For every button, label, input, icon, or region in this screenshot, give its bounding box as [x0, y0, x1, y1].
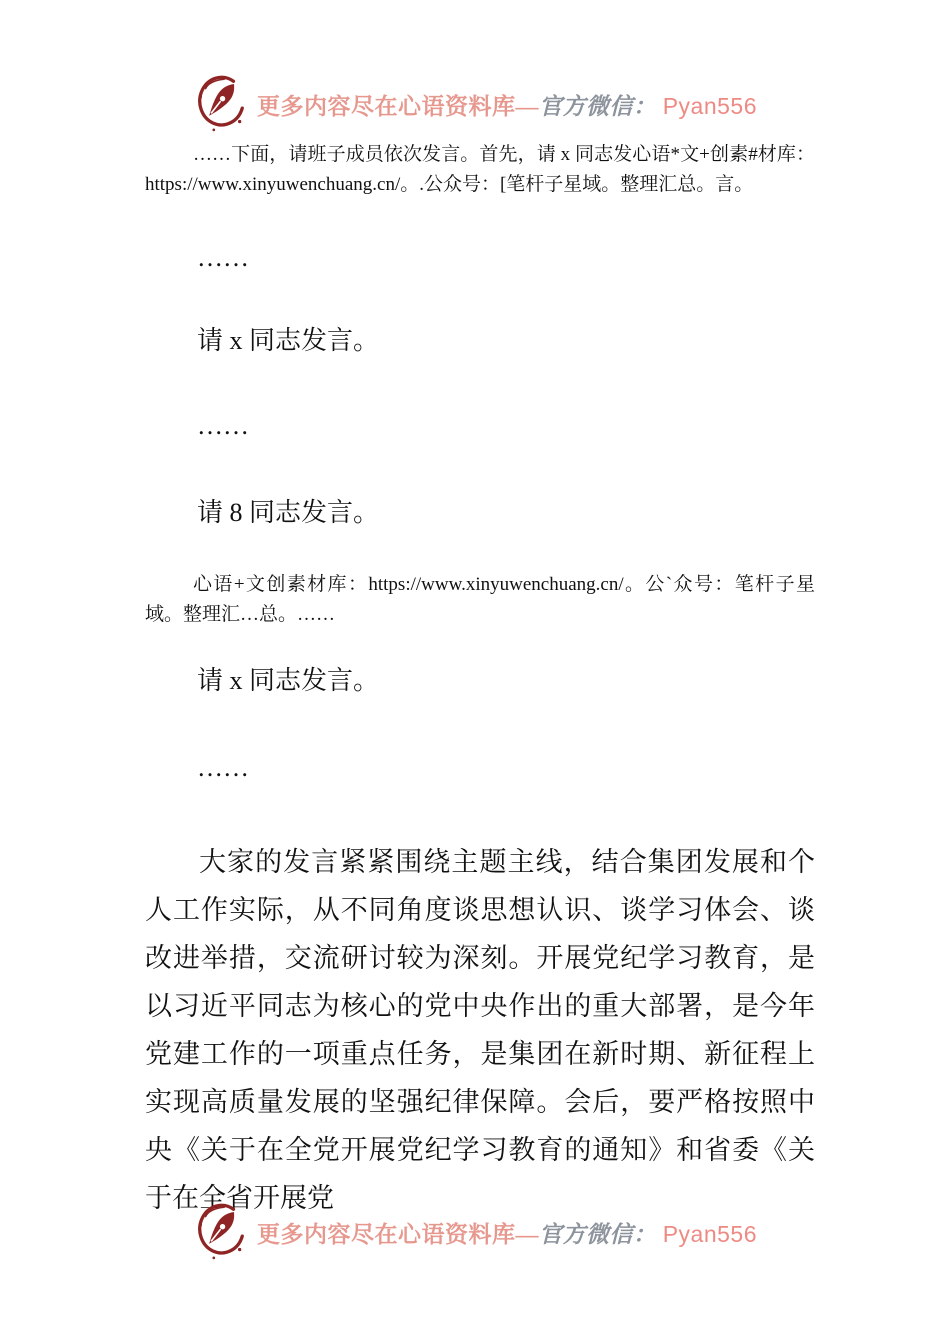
document-content	[145, 140, 815, 1222]
ellipsis-line: ……	[197, 411, 249, 440]
watermark-text	[257, 1216, 757, 1249]
speech-invite-line: 请 x 同志发言。	[197, 666, 380, 695]
watermark-wechat-id: Pyan556	[662, 92, 758, 119]
ellipsis-line: ……	[197, 243, 249, 272]
watermark-text	[257, 88, 757, 121]
header-watermark	[0, 72, 950, 136]
watermark-brand: 更多内容尽在心语资料库	[256, 1221, 516, 1247]
watermark-dash: —	[515, 1221, 539, 1247]
pen-swirl-logo-icon	[193, 1202, 247, 1262]
speech-invite-line: 请 8 同志发言。	[197, 498, 380, 527]
paragraph-summary: 大家的发言紧紧围绕主题主线，结合集团发展和个人工作实际，从不同角度谈思想认识、谈学习体会、谈改进举措，交流研讨较为深刻。开展党纪学习教育，是以习近平同志为核心的党中央作出的重大部署，是今年党建工作的一项重点任务，是集团在新时期、新征程上实现高质量发展的坚强纪律保障。会后，要严格按照中央《关于在全党开展党纪学习教育的通知》和省委《关于在全省开展党	[145, 847, 815, 1213]
pen-swirl-logo-icon	[193, 74, 247, 134]
speech-invite-line: 请 x 同志发言。	[197, 326, 380, 355]
paragraph-ad-insert: 心语+文创素材库：https://www.xinyuwenchuang.cn/。公`众号：笔杆子星域。整理汇…总。……	[145, 574, 815, 625]
watermark-wechat-id: Pyan556	[662, 1220, 758, 1247]
footer-watermark	[0, 1200, 950, 1264]
watermark-wechat-label: 官方微信：	[538, 93, 657, 119]
watermark-dash: —	[515, 93, 539, 119]
paragraph-intro: ……下面，请班子成员依次发言。首先，请 x 同志发心语*文+创素#材库：https://www.xinyuwenchuang.cn/。.公众号：[笔杆子星域。整理汇总。言。	[145, 144, 815, 195]
watermark-brand: 更多内容尽在心语资料库	[256, 93, 516, 119]
ellipsis-line: ……	[197, 753, 249, 782]
watermark-wechat-label: 官方微信：	[538, 1221, 657, 1247]
